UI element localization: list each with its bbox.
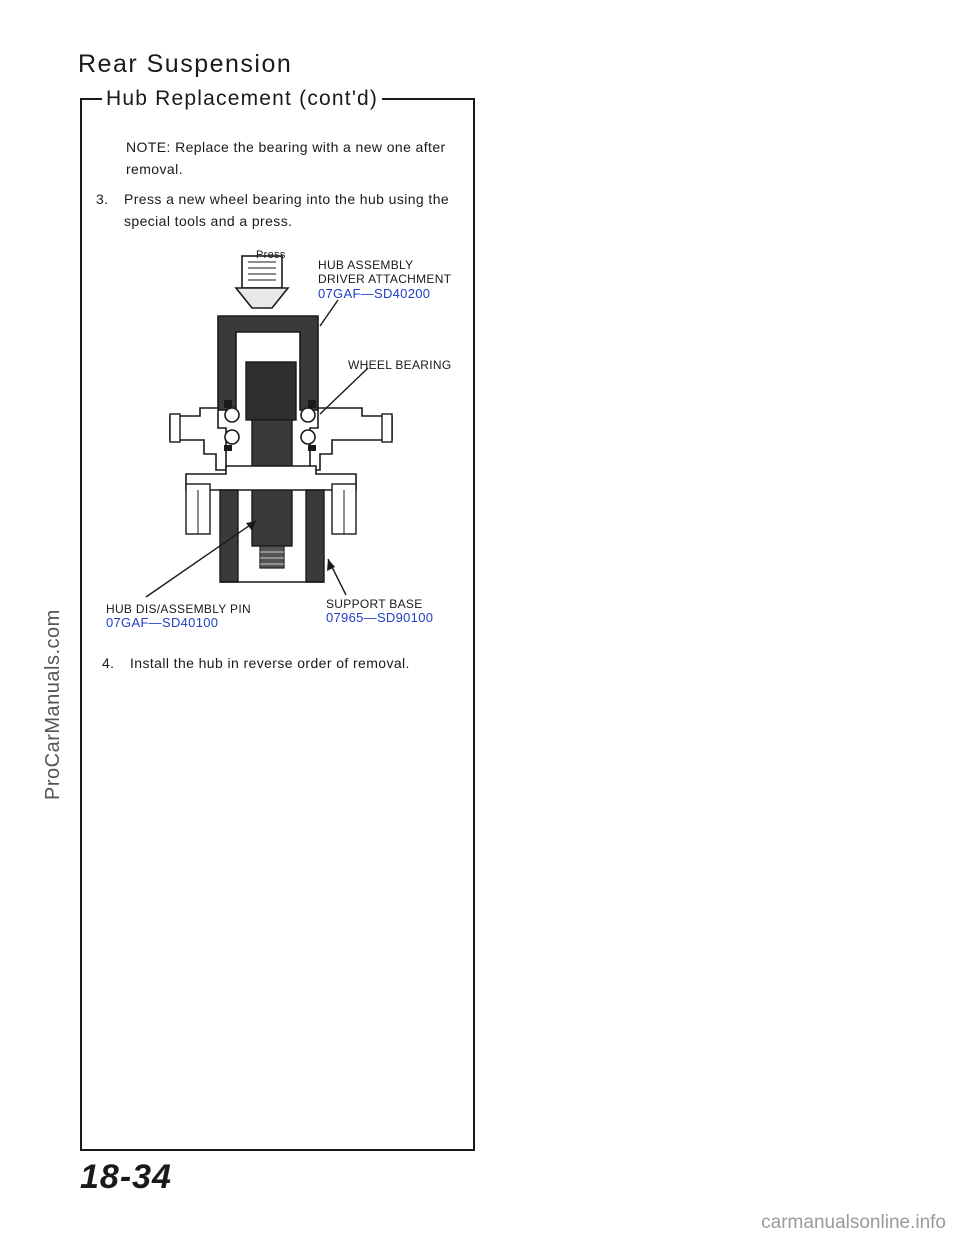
support-base-part-number: 07965—SD90100 (326, 610, 434, 625)
frame-top-left-rule (80, 98, 104, 100)
frame-top-right-rule (378, 98, 475, 100)
step-3-number: 3. (96, 191, 109, 207)
support-base-name: SUPPORT BASE (326, 597, 423, 611)
step-4-text: Install the hub in reverse order of removal. (130, 655, 410, 671)
footer-watermark: carmanualsonline.info (761, 1212, 946, 1233)
pin-part-number: 07GAF—SD40100 (106, 615, 219, 630)
note-text: NOTE: Replace the bearing with a new one after removal. (126, 139, 446, 177)
frame-right-rule (473, 98, 475, 1151)
frame-left-rule (80, 98, 82, 1151)
subheading: Hub Replacement (cont'd) (102, 87, 382, 111)
step-3-text: Press a new wheel bearing into the hub using the special tools and a press. (124, 191, 450, 229)
section-title: Rear Suspension (78, 50, 293, 78)
driver-attachment-part-number: 07GAF—SD40200 (318, 286, 431, 301)
driver-attachment-name-line2: DRIVER ATTACHMENT (318, 272, 452, 286)
frame-bottom-rule (80, 1149, 475, 1151)
press-ram (236, 256, 288, 308)
step-4-number: 4. (102, 655, 115, 671)
leader-lines (320, 300, 368, 414)
pin-name: HUB DIS/ASSEMBLY PIN (106, 602, 251, 616)
side-watermark: ProCarManuals.com (42, 609, 64, 800)
driver-core (246, 362, 296, 420)
press-label: Press (256, 249, 286, 261)
driver-attachment-name-line1: HUB ASSEMBLY (318, 258, 414, 272)
bottom-leader-lines (140, 515, 360, 605)
wheel-bearing-label: WHEEL BEARING (348, 358, 452, 372)
page-number: 18-34 (80, 1158, 172, 1196)
